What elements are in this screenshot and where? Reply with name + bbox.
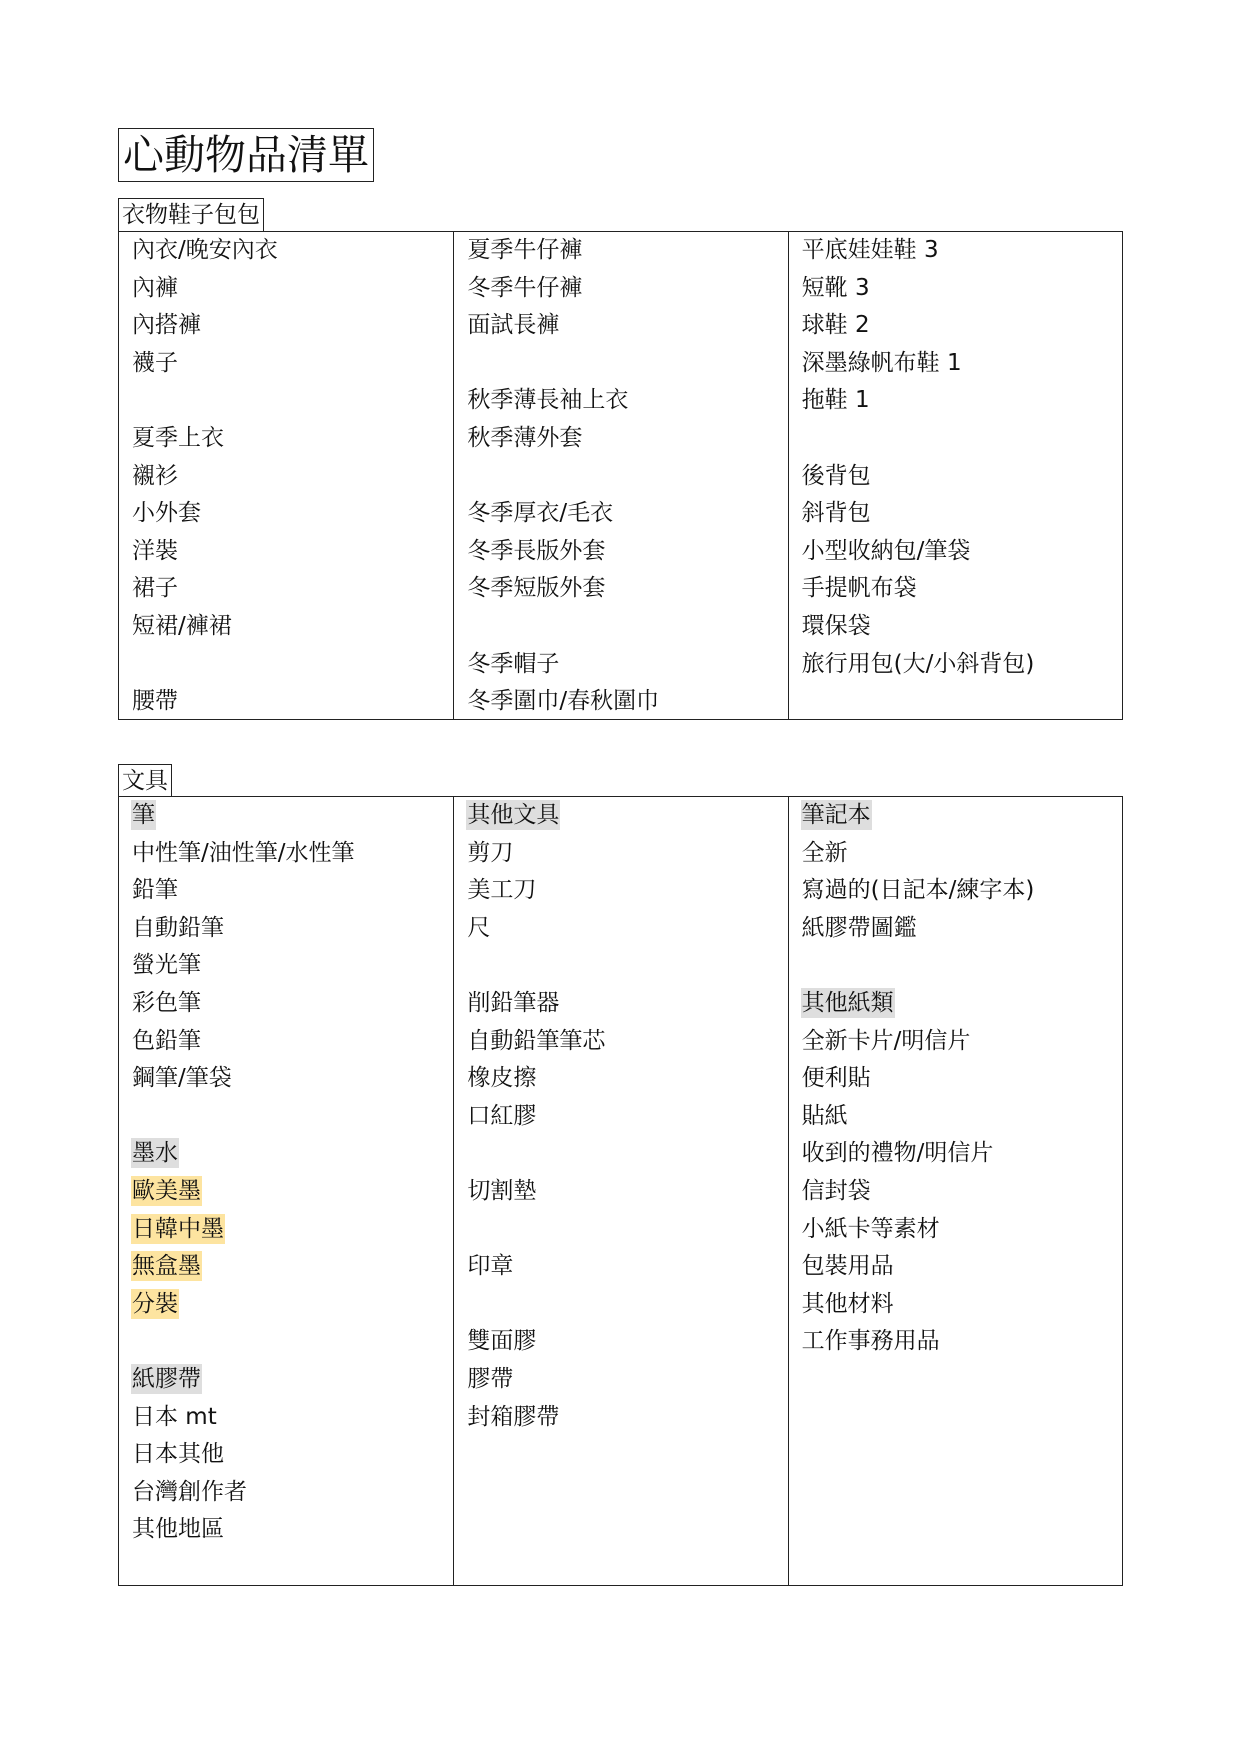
list-item xyxy=(801,345,1112,383)
list-item-text: 襪子 xyxy=(132,349,178,376)
list-item-text: 小型收納包/筆袋 xyxy=(801,537,971,564)
list-item-text: 短裙/褲裙 xyxy=(132,612,232,639)
list-item xyxy=(466,232,777,270)
list-item-text: 其他地區 xyxy=(132,1516,224,1543)
list-item-text: 小外套 xyxy=(132,500,201,527)
list-item xyxy=(131,420,443,458)
blank-line xyxy=(131,1323,443,1361)
list-item-text: 印章 xyxy=(467,1253,514,1280)
list-item-text: 其他材料 xyxy=(801,1290,894,1317)
list-item xyxy=(131,1060,443,1098)
list-item-text: 工作事務用品 xyxy=(801,1328,940,1355)
blank-line xyxy=(131,646,443,684)
list-item xyxy=(131,1361,443,1399)
list-item xyxy=(801,797,1112,835)
list-item xyxy=(131,1511,443,1549)
list-item xyxy=(466,872,777,910)
blank-line xyxy=(801,420,1112,458)
list-item xyxy=(801,570,1112,608)
list-item xyxy=(466,910,777,948)
blank-line xyxy=(801,947,1112,985)
list-item xyxy=(131,1399,443,1437)
list-item-text: 便利貼 xyxy=(801,1065,871,1092)
table-column xyxy=(119,232,453,719)
list-item-text: 內褲 xyxy=(132,274,178,301)
list-item-text: 冬季短版外套 xyxy=(467,575,606,602)
list-item xyxy=(801,646,1112,684)
list-item xyxy=(801,985,1112,1023)
list-item-text: 襯衫 xyxy=(132,462,178,489)
list-item xyxy=(801,307,1112,345)
list-item xyxy=(131,910,443,948)
list-item-text: 冬季圍巾/春秋圍巾 xyxy=(467,688,660,715)
list-item xyxy=(801,232,1112,270)
blank-line xyxy=(466,458,777,496)
blank-line xyxy=(466,1135,777,1173)
list-item xyxy=(131,985,443,1023)
list-item xyxy=(466,420,777,458)
list-item-text: 其他紙類 xyxy=(801,989,894,1016)
list-item xyxy=(466,570,777,608)
list-item-text: 彩色筆 xyxy=(132,989,201,1016)
list-item-text: 球鞋 2 xyxy=(801,312,870,339)
list-item-text: 秋季薄長袖上衣 xyxy=(467,387,629,414)
list-item-text: 全新 xyxy=(801,839,848,866)
blank-line xyxy=(131,382,443,420)
list-item-text: 小紙卡等素材 xyxy=(801,1215,940,1242)
list-item xyxy=(131,1023,443,1061)
list-item xyxy=(801,1248,1112,1286)
list-item-text: 夏季上衣 xyxy=(132,424,224,451)
list-item xyxy=(466,985,777,1023)
list-item-text: 面試長褲 xyxy=(467,312,560,339)
clothing-table xyxy=(118,231,1123,720)
list-item-text: 秋季薄外套 xyxy=(467,424,583,451)
list-item-text: 腰帶 xyxy=(132,688,178,715)
list-item xyxy=(801,1286,1112,1324)
list-item-text: 台灣創作者 xyxy=(132,1478,247,1505)
list-item-text: 冬季帽子 xyxy=(467,650,560,677)
list-item xyxy=(466,495,777,533)
list-item-text: 斜背包 xyxy=(801,500,871,527)
list-item-text: 其他文具 xyxy=(467,802,560,828)
list-item-text: 手提帆布袋 xyxy=(801,575,917,602)
list-item-text: 冬季牛仔褲 xyxy=(467,274,583,301)
list-item-text: 自動鉛筆筆芯 xyxy=(467,1027,606,1054)
list-item xyxy=(131,797,443,835)
list-item-text: 日本 mt xyxy=(132,1403,217,1430)
list-item-text: 分裝 xyxy=(132,1290,178,1317)
list-item xyxy=(801,1060,1112,1098)
list-item xyxy=(131,533,443,571)
list-item-text: 螢光筆 xyxy=(132,952,201,979)
list-item-text: 膠帶 xyxy=(467,1365,514,1392)
list-item xyxy=(466,533,777,571)
list-item-text: 橡皮擦 xyxy=(467,1065,537,1092)
list-item-text: 尺 xyxy=(467,914,491,941)
list-item xyxy=(801,1135,1112,1173)
list-item xyxy=(131,872,443,910)
list-item xyxy=(466,1098,777,1136)
list-item xyxy=(131,307,443,345)
list-item-text: 封箱膠帶 xyxy=(467,1403,560,1430)
list-item xyxy=(466,683,777,721)
table-column xyxy=(453,797,787,1585)
list-item xyxy=(466,270,777,308)
list-item-text: 信封袋 xyxy=(801,1177,871,1204)
list-item-text: 筆 xyxy=(132,802,155,828)
list-item-text: 紙膠帶圖鑑 xyxy=(801,914,917,941)
list-item-text: 自動鉛筆 xyxy=(132,914,224,941)
list-item xyxy=(131,270,443,308)
list-item xyxy=(801,608,1112,646)
list-item-text: 切割墊 xyxy=(467,1177,537,1204)
list-item-text: 平底娃娃鞋 3 xyxy=(801,237,939,263)
list-item xyxy=(801,1323,1112,1361)
list-item xyxy=(466,1173,777,1211)
page-title: 心動物品清單 xyxy=(118,128,374,182)
list-item-text: 後背包 xyxy=(801,462,871,489)
list-item xyxy=(801,270,1112,308)
list-item xyxy=(466,1023,777,1061)
list-item-text: 鉛筆 xyxy=(132,877,178,904)
list-item-text: 洋裝 xyxy=(132,537,178,564)
list-item xyxy=(801,872,1112,910)
list-item xyxy=(131,683,443,721)
list-item-text: 拖鞋 1 xyxy=(801,387,870,414)
list-item xyxy=(801,1098,1112,1136)
list-item xyxy=(466,646,777,684)
section-label-clothing: 衣物鞋子包包 xyxy=(118,198,264,231)
list-item xyxy=(466,1248,777,1286)
list-item xyxy=(131,947,443,985)
list-item-text: 紙膠帶 xyxy=(132,1365,201,1392)
section-label-stationery: 文具 xyxy=(118,764,172,797)
list-item-text: 環保袋 xyxy=(801,612,871,639)
table-column xyxy=(119,797,453,1585)
list-item xyxy=(466,797,777,835)
list-item-text: 歐美墨 xyxy=(132,1177,201,1204)
list-item-text: 裙子 xyxy=(132,575,178,602)
list-item-text: 削鉛筆器 xyxy=(467,989,560,1016)
list-item xyxy=(801,1211,1112,1249)
list-item-text: 美工刀 xyxy=(467,877,537,904)
list-item xyxy=(801,533,1112,571)
list-item-text: 筆記本 xyxy=(801,802,871,828)
list-item xyxy=(131,345,443,383)
list-item-text: 全新卡片/明信片 xyxy=(801,1027,971,1054)
list-item xyxy=(131,1211,443,1249)
list-item xyxy=(131,1248,443,1286)
list-item-text: 冬季厚衣/毛衣 xyxy=(467,500,614,527)
table-column xyxy=(788,232,1122,719)
blank-line xyxy=(466,1286,777,1324)
table-column xyxy=(788,797,1122,1585)
list-item xyxy=(131,1286,443,1324)
list-item-text: 口紅膠 xyxy=(467,1102,537,1129)
list-item xyxy=(131,570,443,608)
stationery-table xyxy=(118,796,1123,1586)
list-item-text: 內衣/晚安內衣 xyxy=(132,237,278,263)
list-item xyxy=(131,458,443,496)
list-item-text: 中性筆/油性筆/水性筆 xyxy=(132,839,355,866)
list-item-text: 寫過的(日記本/練字本) xyxy=(801,877,1035,904)
list-item xyxy=(131,835,443,873)
list-item-text: 剪刀 xyxy=(467,839,514,866)
list-item-text: 收到的禮物/明信片 xyxy=(801,1140,994,1167)
list-item xyxy=(801,458,1112,496)
list-item-text: 貼紙 xyxy=(801,1102,848,1129)
list-item xyxy=(131,1474,443,1512)
list-item xyxy=(466,1361,777,1399)
list-item-text: 日韓中墨 xyxy=(132,1215,224,1242)
list-item-text: 墨水 xyxy=(132,1140,178,1167)
list-item-text: 短靴 3 xyxy=(801,274,870,301)
list-item xyxy=(801,835,1112,873)
list-item-text: 鋼筆/筆袋 xyxy=(132,1065,232,1092)
list-item-text: 雙面膠 xyxy=(467,1328,537,1355)
list-item-text: 旅行用包(大/小斜背包) xyxy=(801,650,1035,677)
list-item xyxy=(466,382,777,420)
list-item-text: 包裝用品 xyxy=(801,1253,894,1280)
list-item xyxy=(466,1060,777,1098)
list-item xyxy=(466,835,777,873)
blank-line xyxy=(131,1098,443,1136)
table-column xyxy=(453,232,787,719)
list-item xyxy=(801,382,1112,420)
list-item xyxy=(131,1135,443,1173)
list-item xyxy=(466,307,777,345)
list-item-text: 內搭褲 xyxy=(132,312,201,339)
list-item xyxy=(131,495,443,533)
list-item-text: 深墨綠帆布鞋 1 xyxy=(801,349,962,376)
blank-line xyxy=(466,947,777,985)
list-item-text: 夏季牛仔褲 xyxy=(467,237,583,263)
list-item xyxy=(801,1173,1112,1211)
list-item xyxy=(131,608,443,646)
list-item xyxy=(131,1436,443,1474)
list-item xyxy=(466,1323,777,1361)
list-item-text: 冬季長版外套 xyxy=(467,537,606,564)
list-item xyxy=(131,1173,443,1211)
list-item xyxy=(801,910,1112,948)
blank-line xyxy=(466,608,777,646)
list-item-text: 無盒墨 xyxy=(132,1253,201,1280)
list-item xyxy=(801,1023,1112,1061)
list-item xyxy=(466,1399,777,1437)
blank-line xyxy=(466,1211,777,1249)
list-item xyxy=(131,232,443,270)
list-item xyxy=(801,495,1112,533)
blank-line xyxy=(466,345,777,383)
list-item-text: 色鉛筆 xyxy=(132,1027,201,1054)
list-item-text: 日本其他 xyxy=(132,1441,224,1468)
